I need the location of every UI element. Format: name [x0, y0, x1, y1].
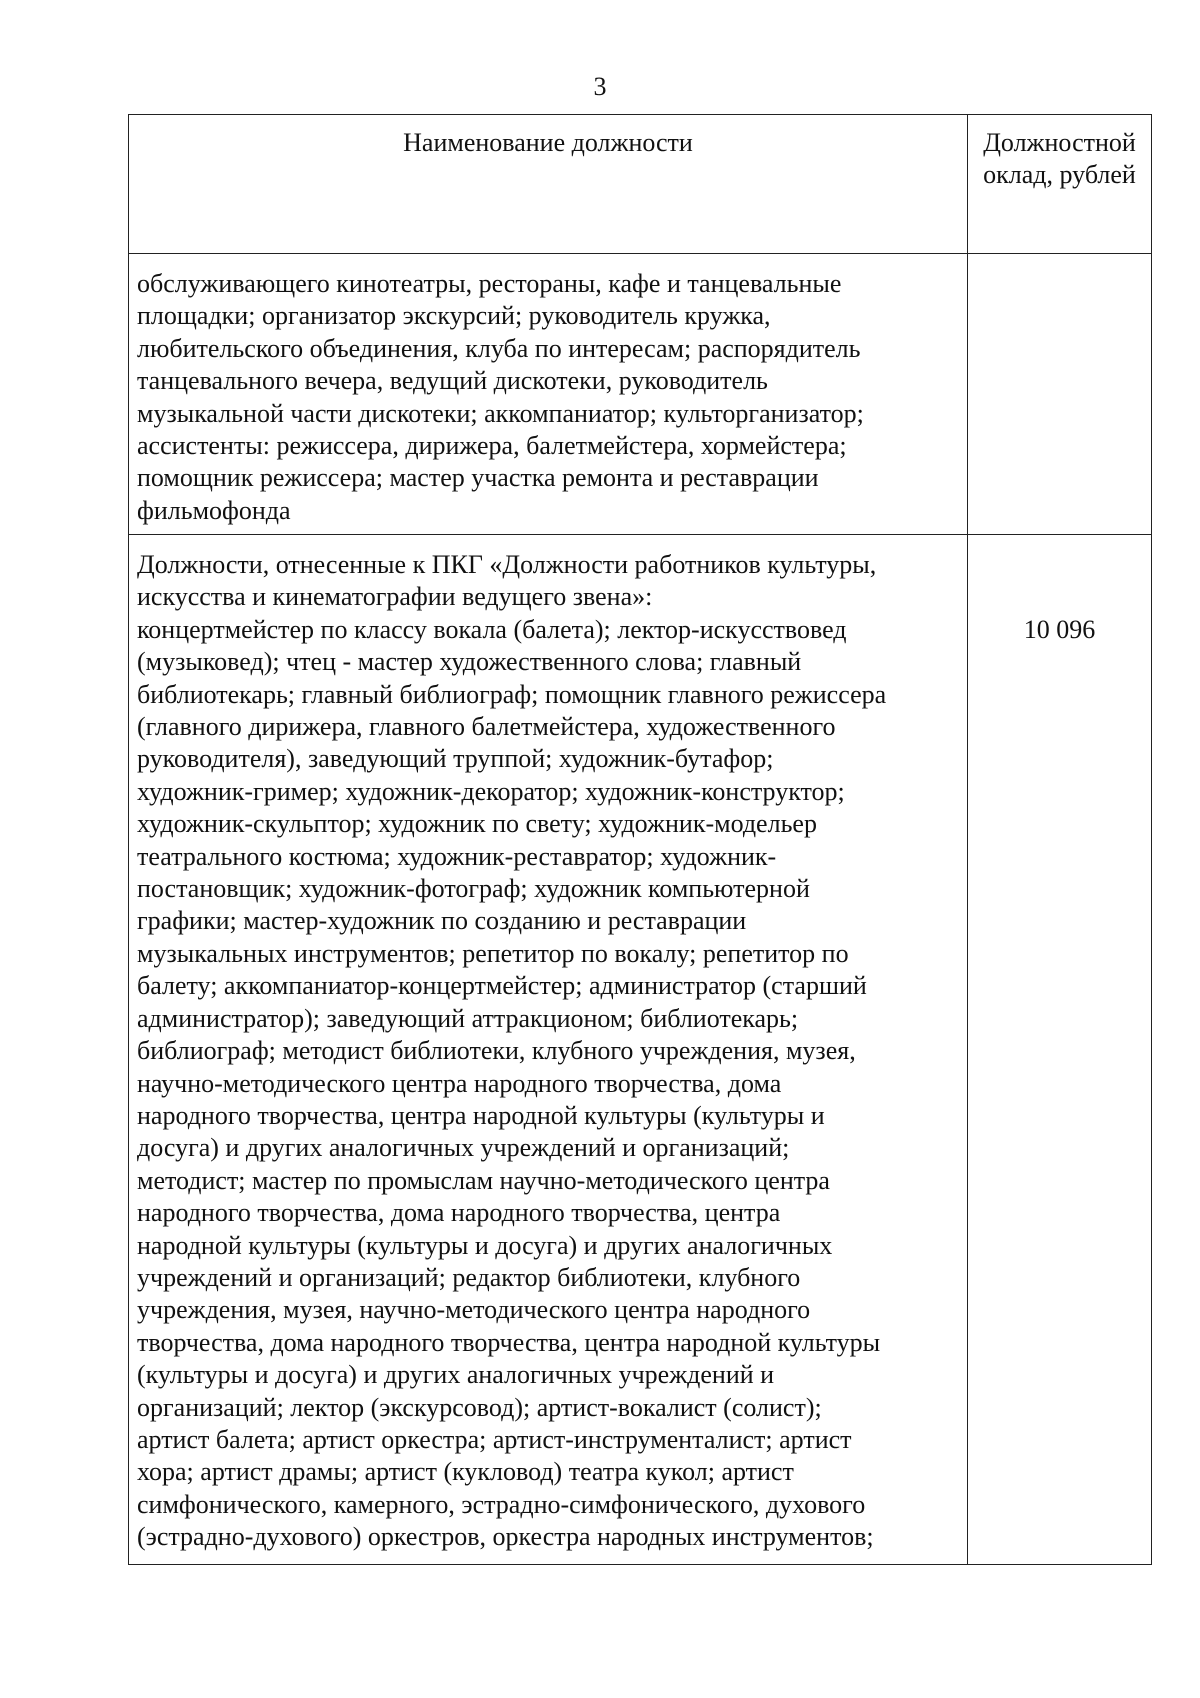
salary-table: [128, 114, 1152, 1565]
header-salary-line2: оклад, рублей: [983, 160, 1136, 190]
header-salary-line1: Должностной: [983, 128, 1136, 157]
text-line: хора; артист драмы; артист (кукловод) театра кукол; артист: [137, 1457, 794, 1487]
text-line: симфонического, камерного, эстрадно-симфонического, духового: [137, 1489, 866, 1519]
text-line: учреждений и организаций; редактор библиотеки, клубного: [137, 1262, 801, 1292]
text-line: обслуживающего кинотеатры, рестораны, кафе и танцевальные: [137, 269, 842, 298]
text-line: театрального костюма; художник-реставратор; художник-: [137, 841, 777, 871]
text-line: художник-скульптор; художник по свету; художник-модельер: [137, 809, 817, 839]
header-position-name-text: Наименование должности: [403, 128, 693, 157]
header-salary: [968, 115, 1152, 254]
text-line: искусства и кинематографии ведущего звена»:: [137, 582, 653, 612]
row2-positions: [129, 535, 968, 1565]
text-line: народного творчества, дома народного творчества, центра: [137, 1198, 781, 1228]
text-line: администратор); заведующий аттракционом; библиотекарь;: [137, 1003, 799, 1033]
text-line: артист балета; артист оркестра; артист-инструменталист; артист: [137, 1424, 852, 1454]
text-line: (музыковед); чтец - мастер художественного слова; главный: [137, 647, 802, 677]
row2-salary: [968, 535, 1152, 1565]
text-line: любительского объединения, клуба по интересам; распорядитель: [137, 333, 861, 363]
text-line: фильмофонда: [137, 495, 291, 525]
text-line: графики; мастер-художник по созданию и реставрации: [137, 906, 747, 936]
text-line: (главного дирижера, главного балетмейстера, художественного: [137, 712, 836, 742]
text-line: руководителя), заведующий труппой; художник-бутафор;: [137, 744, 774, 774]
text-line: ассистенты: режиссера, дирижера, балетмейстера, хормейстера;: [137, 431, 847, 461]
text-line: досуга) и других аналогичных учреждений и организаций;: [137, 1133, 790, 1163]
row1-positions: [129, 254, 968, 535]
text-line: постановщик; художник-фотограф; художник компьютерной: [137, 874, 810, 904]
text-line: (эстрадно-духового) оркестров, оркестра народных инструментов;: [137, 1522, 874, 1552]
text-line: народного творчества, центра народной культуры (культуры и: [137, 1100, 825, 1130]
page-number: 3: [593, 72, 607, 101]
table-header-row: [129, 115, 1152, 254]
text-line: помощник режиссера; мастер участка ремонта и реставрации: [137, 463, 819, 493]
text-line: танцевального вечера, ведущий дискотеки, руководитель: [137, 366, 768, 396]
text-line: художник-гример; художник-декоратор; художник-конструктор;: [137, 776, 845, 806]
text-line: Должности, отнесенные к ПКГ «Должности работников культуры,: [137, 550, 877, 579]
text-line: музыкальных инструментов; репетитор по вокалу; репетитор по: [137, 938, 849, 968]
text-line: народной культуры (культуры и досуга) и других аналогичных: [137, 1230, 833, 1260]
text-line: творчества, дома народного творчества, центра народной культуры: [137, 1327, 881, 1357]
text-line: площадки; организатор экскурсий; руководитель кружка,: [137, 301, 771, 331]
text-line: учреждения, музея, научно-методического центра народного: [137, 1295, 811, 1325]
table-row: [129, 254, 1152, 535]
text-line: концертмейстер по классу вокала (балета); лектор-искусствовед: [137, 614, 847, 644]
text-line: научно-методического центра народного творчества, дома: [137, 1068, 782, 1098]
text-line: балету; аккомпаниатор-концертмейстер; администратор (старший: [137, 971, 867, 1001]
row1-salary-value: [968, 254, 1151, 333]
text-line: (культуры и досуга) и других аналогичных учреждений и: [137, 1360, 775, 1390]
text-line: методист; мастер по промыслам научно-методического центра: [137, 1165, 830, 1195]
table-row: [129, 535, 1152, 1565]
text-line: библиотекарь; главный библиограф; помощник главного режиссера: [137, 679, 887, 709]
row2-salary-value: 10 096: [1023, 615, 1096, 644]
header-position-name: [129, 115, 968, 254]
text-line: библиограф; методист библиотеки, клубного учреждения, музея,: [137, 1036, 856, 1066]
text-line: музыкальной части дискотеки; аккомпаниатор; культорганизатор;: [137, 398, 864, 428]
text-line: организаций; лектор (экскурсовод); артист-вокалист (солист);: [137, 1392, 822, 1422]
row1-salary: [968, 254, 1152, 535]
